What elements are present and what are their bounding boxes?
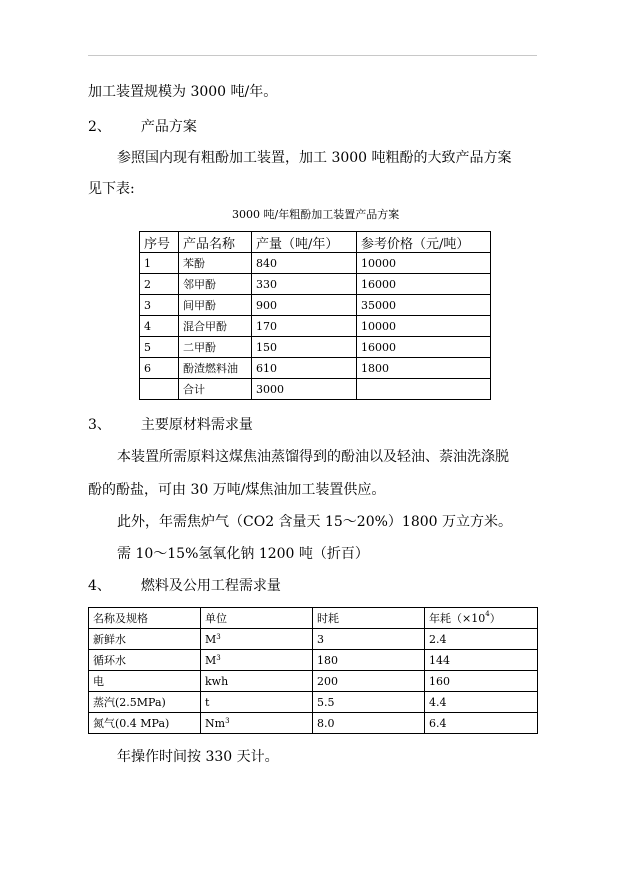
header-cell: 产量（吨/年） bbox=[252, 232, 357, 253]
utilities-table bbox=[88, 607, 538, 734]
header-rule bbox=[88, 55, 537, 56]
table-row bbox=[89, 692, 538, 713]
table-cell: 4.4 bbox=[425, 692, 538, 713]
table-cell: 氮气(0.4 MPa) bbox=[89, 713, 201, 734]
table-cell: 8.0 bbox=[313, 713, 425, 734]
table-row bbox=[89, 629, 538, 650]
table-cell: 电 bbox=[89, 671, 201, 692]
table-row bbox=[140, 274, 491, 295]
table-cell: 16000 bbox=[357, 337, 491, 358]
table-cell: 合计 bbox=[179, 379, 252, 400]
table-cell: 35000 bbox=[357, 295, 491, 316]
table-cell: 邻甲酚 bbox=[179, 274, 252, 295]
table-cell: 10000 bbox=[357, 316, 491, 337]
table-cell: 6.4 bbox=[425, 713, 538, 734]
header-cell: 名称及规格 bbox=[89, 608, 201, 629]
table-row bbox=[140, 316, 491, 337]
paragraph-scale: 加工装置规模为 3000 吨/年。 bbox=[88, 84, 278, 100]
table-cell: 间甲酚 bbox=[179, 295, 252, 316]
table-row bbox=[89, 650, 538, 671]
table-cell bbox=[357, 379, 491, 400]
header-cell: 时耗 bbox=[313, 608, 425, 629]
section-title: 产品方案 bbox=[140, 119, 197, 135]
table-row bbox=[140, 337, 491, 358]
section-number: 3、 bbox=[88, 417, 111, 433]
table-cell: 5.5 bbox=[313, 692, 425, 713]
header-cell: 单位 bbox=[201, 608, 313, 629]
table-cell: 5 bbox=[140, 337, 179, 358]
table-cell: 180 bbox=[313, 650, 425, 671]
section-heading-raw-materials bbox=[88, 417, 253, 433]
table-cell: 3000 bbox=[252, 379, 357, 400]
table-cell: 苯酚 bbox=[179, 253, 252, 274]
section-title: 主要原材料需求量 bbox=[140, 417, 253, 433]
table-cell: 330 bbox=[252, 274, 357, 295]
table-row bbox=[89, 671, 538, 692]
table-row bbox=[89, 713, 538, 734]
table-cell: 610 bbox=[252, 358, 357, 379]
paragraph-raw-line1: 本装置所需原料这煤焦油蒸馏得到的酚油以及轻油、萘油洗涤脱 bbox=[117, 449, 509, 465]
paragraph-plan-line1: 参照国内现有粗酚加工装置，加工 3000 吨粗酚的大致产品方案 bbox=[117, 150, 512, 166]
table-header-row bbox=[140, 232, 491, 253]
table-cell: 混合甲酚 bbox=[179, 316, 252, 337]
table-cell: 840 bbox=[252, 253, 357, 274]
table-cell: 酚渣燃料油 bbox=[179, 358, 252, 379]
table-row bbox=[140, 295, 491, 316]
table-caption: 3000 吨/年粗酚加工装置产品方案 bbox=[232, 208, 400, 221]
table-cell: 900 bbox=[252, 295, 357, 316]
header-cell: 序号 bbox=[140, 232, 179, 253]
table-cell: 150 bbox=[252, 337, 357, 358]
table-cell: 2 bbox=[140, 274, 179, 295]
table-cell: t bbox=[201, 692, 313, 713]
section-heading-product-plan bbox=[88, 119, 197, 135]
table-cell: 144 bbox=[425, 650, 538, 671]
header-cell: 参考价格（元/吨） bbox=[357, 232, 491, 253]
table-cell: 4 bbox=[140, 316, 179, 337]
table-cell: 16000 bbox=[357, 274, 491, 295]
table-cell: $M^3$ bbox=[201, 629, 313, 650]
table-row bbox=[140, 253, 491, 274]
paragraph-coke-gas: 此外，年需焦炉气（CO2 含量天 15～20%）1800 万立方米。 bbox=[117, 514, 513, 530]
table-cell: 蒸汽(2.5MPa) bbox=[89, 692, 201, 713]
table-cell: 6 bbox=[140, 358, 179, 379]
table-cell: 200 bbox=[313, 671, 425, 692]
table-cell: 1 bbox=[140, 253, 179, 274]
paragraph-operating-time: 年操作时间按 330 天计。 bbox=[117, 749, 279, 765]
table-cell bbox=[140, 379, 179, 400]
paragraph-plan-line2: 见下表: bbox=[88, 181, 135, 197]
table-cell: 新鲜水 bbox=[89, 629, 201, 650]
table-cell: kwh bbox=[201, 671, 313, 692]
section-number: 2、 bbox=[88, 119, 111, 135]
table-cell: 二甲酚 bbox=[179, 337, 252, 358]
section-heading-utilities bbox=[88, 578, 281, 594]
section-title: 燃料及公用工程需求量 bbox=[140, 578, 281, 594]
table-row bbox=[140, 379, 491, 400]
table-cell: 3 bbox=[140, 295, 179, 316]
header-cell: 产品名称 bbox=[179, 232, 252, 253]
table-cell: 160 bbox=[425, 671, 538, 692]
table-cell: Nm$^3$ bbox=[201, 713, 313, 734]
header-cell: 年耗$(\times 10^4)$ bbox=[425, 608, 538, 629]
table-row bbox=[140, 358, 491, 379]
product-plan-table bbox=[139, 231, 491, 400]
table-cell: 10000 bbox=[357, 253, 491, 274]
section-number: 4、 bbox=[88, 578, 111, 594]
table-cell: 170 bbox=[252, 316, 357, 337]
paragraph-raw-line2: 酚的酚盐，可由 30 万吨/煤焦油加工装置供应。 bbox=[88, 482, 386, 498]
table-cell: 循环水 bbox=[89, 650, 201, 671]
table-cell: $M^3$ bbox=[201, 650, 313, 671]
paragraph-naoh: 需 10～15%氢氧化钠 1200 吨（折百） bbox=[117, 546, 369, 562]
table-cell: 3 bbox=[313, 629, 425, 650]
table-cell: 1800 bbox=[357, 358, 491, 379]
table-header-row bbox=[89, 608, 538, 629]
table-cell: 2.4 bbox=[425, 629, 538, 650]
